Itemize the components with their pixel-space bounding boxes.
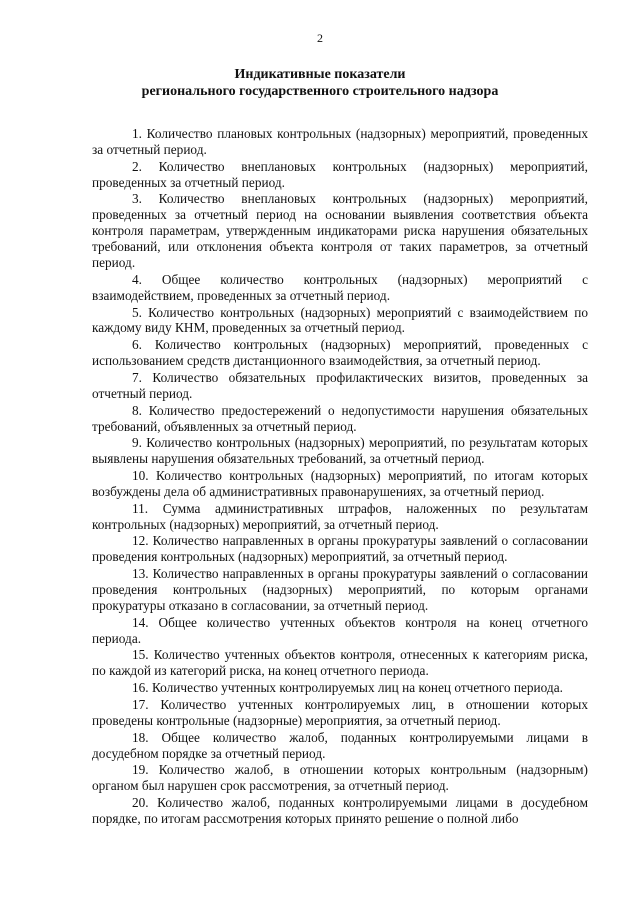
- page-number: 2: [317, 31, 323, 45]
- document-title: [0, 66, 640, 100]
- indicator-item-7: 7. Количество обязательных профилактических визитов, проведенных за отчетный период.: [92, 369, 588, 401]
- indicator-item-8: 8. Количество предостережений о недопустимости нарушения обязательных требований, объявленных за отчетный период.: [92, 402, 588, 434]
- indicator-item-16: 16. Количество учтенных контролируемых лиц на конец отчетного периода.: [132, 680, 563, 696]
- indicator-item-14: 14. Общее количество учтенных объектов контроля на конец отчетного периода.: [92, 614, 588, 646]
- indicator-item-11: 11. Сумма административных штрафов, наложенных по результатам контрольных (надзорных) мероприятий, за отчетный период.: [92, 500, 588, 532]
- indicator-list: [92, 126, 588, 828]
- indicator-item-20: 20. Количество жалоб, поданных контролируемыми лицами в досудебном порядке, по итогам рассмотрения которых принято решение о полной либо: [92, 795, 588, 826]
- indicator-item-2: 2. Количество внеплановых контрольных (надзорных) мероприятий, проведенных за отчетный период.: [92, 158, 588, 190]
- title-line-2: регионального государственного строительного надзора: [141, 84, 499, 99]
- indicator-item-3: 3. Количество внеплановых контрольных (надзорных) мероприятий, проведенных за отчетный период на основании выявления соответствия объекта контроля параметрам, утвержденным индикаторами риска нарушения обязательных требований, или отклонения объекта контроля от таких параметров, за отчетный период.: [92, 191, 588, 271]
- indicator-item-12: 12. Количество направленных в органы прокуратуры заявлений о согласовании проведения контрольных (надзорных) мероприятий, за отчетный период.: [92, 533, 588, 565]
- indicator-item-13: 13. Количество направленных в органы прокуратуры заявлений о согласовании проведения контрольных (надзорных) мероприятий, по которым органами прокуратуры отказано в согласовании, за отчетный период.: [92, 566, 588, 613]
- indicator-item-5: 5. Количество контрольных (надзорных) мероприятий с взаимодействием по каждому виду КНМ, проведенных за отчетный период.: [92, 304, 588, 336]
- indicator-item-1: 1. Количество плановых контрольных (надзорных) мероприятий, проведенных за отчетный период.: [92, 126, 588, 157]
- indicator-item-9: 9. Количество контрольных (надзорных) мероприятий, по результатам которых выявлены нарушения обязательных требований, за отчетный период.: [92, 435, 588, 467]
- indicator-item-17: 17. Количество учтенных контролируемых лиц, в отношении которых проведены контрольные (надзорные) мероприятия, за отчетный период.: [92, 696, 588, 728]
- indicator-item-6: 6. Количество контрольных (надзорных) мероприятий, проведенных с использованием средств дистанционного взаимодействия, за отчетный период.: [92, 337, 588, 369]
- indicator-item-10: 10. Количество контрольных (надзорных) мероприятий, по итогам которых возбуждены дела об административных правонарушениях, за отчетный период.: [92, 468, 588, 499]
- title-line-1: Индикативные показатели: [234, 67, 406, 82]
- indicator-item-19: 19. Количество жалоб, в отношении которых контрольным (надзорным) органом был нарушен срок рассмотрения, за отчетный период.: [92, 762, 588, 794]
- indicator-item-18: 18. Общее количество жалоб, поданных контролируемыми лицами в досудебном порядке за отчетный период.: [92, 729, 588, 761]
- indicator-item-15: 15. Количество учтенных объектов контроля, отнесенных к категориям риска, по каждой из категорий риска, на конец отчетного периода.: [92, 647, 588, 679]
- indicator-item-4: 4. Общее количество контрольных (надзорных) мероприятий с взаимодействием, проведенных за отчетный период.: [92, 271, 588, 303]
